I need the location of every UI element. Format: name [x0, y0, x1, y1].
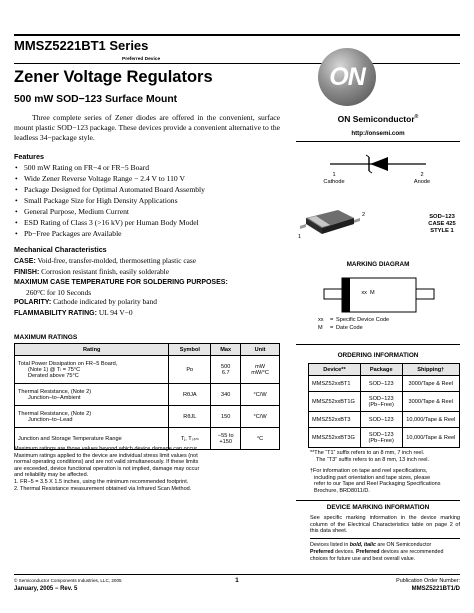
preferred-device: Preferred Device: [122, 57, 161, 62]
rating-text: Thermal Resistance, (Note 2): [18, 388, 92, 395]
case-text: Void-free, transfer-molded, thermosetting plastic case: [37, 256, 197, 265]
right-rule: [296, 344, 460, 345]
device-marking-title: DEVICE MARKING INFORMATION: [326, 504, 430, 511]
table-row: [309, 376, 460, 392]
package-cell: SOD−123: [360, 376, 402, 392]
package-cell: (Pb−Free): [368, 401, 394, 408]
package-style: STYLE 1: [430, 228, 454, 234]
note-line: †For information on tape and reel specifications,: [310, 468, 428, 474]
package-cell: SOD−123: [368, 395, 394, 402]
page-title: Zener Voltage Regulators: [14, 68, 213, 86]
right-rule: [296, 500, 460, 501]
note-line: Maximum ratings are those values beyond which device damage can occur.: [14, 446, 199, 452]
note-line: refer to our Tape and Reel Packaging Specifications: [314, 481, 441, 488]
max-temp-text: 260°C for 10 Seconds: [26, 287, 92, 297]
package-cell: SOD−123: [368, 431, 394, 438]
footer-date: January, 2005 − Rev. 5: [14, 586, 78, 592]
col-header-unit: Unit: [241, 344, 280, 356]
right-rule: [296, 141, 460, 142]
preferred-note: [310, 542, 462, 562]
note-line: The “T3” suffix refers to an 8 mm, 13 inch reel.: [316, 456, 429, 463]
sod123-package-image: [296, 196, 366, 246]
brand-logo: [318, 48, 376, 106]
col-header-package: Package: [360, 364, 402, 376]
note-line: 1. FR−5 = 3.5 X 1.5 inches, using the minimum recommended footprint.: [14, 478, 189, 485]
ordering-notes: [310, 450, 462, 463]
case-label: CASE:: [14, 258, 36, 265]
footer-pub-number: MMSZ5221BT1/D: [411, 586, 460, 592]
preferred-note-line: Preferred devices. Preferred devices are recommended: [310, 548, 444, 555]
package-name: SOD−123: [429, 214, 455, 220]
list-item: • General Purpose, Medium Current: [14, 206, 282, 217]
note-line: and reliability may be affected.: [14, 472, 89, 479]
table-row: [15, 406, 280, 428]
unit-value: °C/W: [241, 406, 280, 428]
package-cell: SOD−123: [360, 412, 402, 428]
footer-rule: [14, 574, 460, 575]
finish-label: FINISH:: [14, 268, 40, 276]
brand-name: ON Semiconductor®: [337, 114, 419, 124]
device-cell: MMSZ52xxBT1G: [309, 392, 361, 412]
intro-text: Three complete series of Zener diodes are offered in the convenient, surface mount plastic SOD−123 package. These devices provide a convenient alternative to the leadless 34−package style.: [14, 113, 280, 142]
rating-text: Thermal Resistance, (Note 2): [18, 410, 92, 417]
symbol-cell: Tⱼ, Tₛₜₘ: [169, 428, 211, 450]
polarity-text: Cathode indicated by polarity band: [53, 297, 157, 307]
package-cell: (Pb−Free): [368, 437, 394, 444]
list-item: • Small Package Size for High Density Applications: [14, 195, 282, 206]
shipping-cell: 10,000/Tape & Reel: [402, 428, 459, 448]
unit-value: °C: [241, 428, 280, 450]
unit-value: mW/°C: [251, 369, 269, 376]
max-value: +150: [219, 438, 233, 445]
note-line: 2. Thermal Resistance measurement obtained via Infrared Scan Method.: [14, 485, 192, 492]
max-value: −55 to: [217, 432, 234, 439]
footer-pub-label: Publication Order Number:: [396, 578, 460, 584]
unit-value: mW: [255, 363, 266, 370]
note-line: Maximum ratings applied to the device are individual stress limit values (not: [14, 452, 198, 459]
table-row: [309, 412, 460, 428]
rating-text: Derated above 75°C: [28, 372, 79, 379]
rating-text: (Note 1) @ Tₗ = 75°C: [28, 366, 81, 373]
note-line: including part orientation and tape sizes, please: [314, 474, 431, 481]
legend-row: xx = Specific Device Code: [318, 317, 390, 323]
table-row: [309, 428, 460, 448]
package-info: [420, 214, 464, 235]
max-value: 150: [211, 406, 241, 428]
mechanical-title: Mechanical Characteristics: [14, 245, 107, 254]
max-value: 6.7: [221, 369, 230, 376]
list-item: • Package Designed for Optimal Automated Board Assembly: [14, 184, 282, 195]
rating-text: Total Power Dissipation on FR−5 Board,: [18, 360, 118, 367]
flammability-label: FLAMMABILITY RATING:: [14, 309, 97, 317]
max-ratings-title: MAXIMUM RATINGS: [14, 334, 78, 341]
cathode-pin-number: 1: [332, 172, 336, 178]
list-item: • 500 mW Rating on FR−4 or FR−5 Board: [14, 162, 282, 173]
unit-value: °C/W: [241, 384, 280, 406]
anode-label: Anode: [413, 179, 431, 185]
package-pin1: 1: [298, 234, 302, 240]
marking-title: MARKING DIAGRAM: [346, 261, 410, 268]
logo-text: ON: [329, 63, 365, 91]
footer-page-number: 1: [235, 577, 239, 584]
symbol-cell: RθJL: [169, 406, 211, 428]
device-marking-text: See specific marking information in the device marking column of the Electrical Characteristics table on page 2 of this data sheet.: [310, 515, 460, 535]
shipping-cell: 3000/Tape & Reel: [402, 392, 459, 412]
page-subtitle: 500 mW SOD−123 Surface Mount: [14, 94, 178, 105]
header-rule: [14, 63, 460, 64]
device-cell: MMSZ52xxBT3: [309, 412, 361, 428]
symbol-cell: RθJA: [169, 384, 211, 406]
features-title: Features: [14, 152, 44, 161]
package-pin2: 2: [362, 212, 366, 218]
col-header-shipping: Shipping†: [402, 364, 459, 376]
top-rule: [14, 34, 460, 36]
mechanical-block: [14, 256, 294, 319]
anode-pin-number: 2: [420, 172, 424, 178]
legend-row: M = Date Code: [318, 324, 363, 331]
note-line: are exceeded, device functional operation is not implied, damage may occur: [14, 465, 200, 472]
symbol-cell: Pᴅ: [169, 356, 211, 384]
list-item: • Wide Zener Reverse Voltage Range − 2.4 V to 110 V: [14, 173, 282, 184]
part-series: MMSZ5221BT1 Series: [14, 38, 149, 53]
col-header-max: Max: [211, 344, 241, 356]
flammability-text: UL 94 V−0: [98, 307, 133, 317]
features-list: [14, 162, 282, 239]
max-temp-label: MAXIMUM CASE TEMPERATURE FOR SOLDERING PURPOSES:: [14, 279, 228, 287]
package-case: CASE 425: [428, 221, 456, 227]
ordering-table: [308, 363, 460, 448]
col-header-rating: Rating: [15, 344, 169, 356]
note-line: Brochure, BRD8011/D.: [314, 487, 370, 494]
brand-url: http://onsemi.com: [351, 130, 405, 137]
device-marking-rule: [310, 538, 460, 539]
table-row: [15, 356, 280, 384]
col-header-symbol: Symbol: [169, 344, 211, 356]
note-line: normal operating conditions) and are not valid simultaneously. If these limits: [14, 459, 199, 466]
marking-legend: [318, 317, 389, 332]
cathode-label: Cathode: [323, 179, 345, 185]
preferred-note-line: choices for future use and best overall value.: [310, 555, 416, 562]
table-header-row: [15, 344, 280, 356]
ordering-title: ORDERING INFORMATION: [337, 352, 419, 359]
marking-code: xx M: [361, 290, 375, 296]
table-header-row: [309, 364, 460, 376]
device-cell: MMSZ52xxBT3G: [309, 428, 361, 448]
finish-text: Corrosion resistant finish, easily solderable: [41, 266, 170, 276]
max-ratings-notes: [14, 446, 282, 492]
max-value: 500: [221, 363, 231, 370]
tape-reel-note: [310, 468, 462, 494]
device-cell: MMSZ52xxBT1: [309, 376, 361, 392]
note-line: **The “T1” suffix refers to an 8 mm, 7 inch reel.: [310, 450, 425, 456]
polarity-label: POLARITY:: [14, 299, 52, 307]
col-header-device: Device**: [309, 364, 361, 376]
rating-text: Junction and Storage Temperature Range: [15, 428, 169, 450]
registered-mark: ®: [414, 114, 419, 121]
list-item: • Pb−Free Packages are Available: [14, 228, 282, 239]
max-value: 340: [211, 384, 241, 406]
max-ratings-table: [14, 343, 280, 450]
shipping-cell: 10,000/Tape & Reel: [402, 412, 459, 428]
list-item: • ESD Rating of Class 3 (>16 kV) per Human Body Model: [14, 217, 282, 228]
preferred-note-line: Devices listed in bold, italic are ON Semiconductor: [310, 542, 432, 548]
shipping-cell: 3000/Tape & Reel: [402, 376, 459, 392]
rating-text: Junction−to−Ambient: [28, 394, 81, 401]
table-row: [15, 384, 280, 406]
table-row: [309, 392, 460, 412]
footer-copyright: © Semiconductor Components Industries, LLC, 2005: [14, 578, 122, 583]
rating-text: Junction−to−Lead: [28, 416, 73, 423]
